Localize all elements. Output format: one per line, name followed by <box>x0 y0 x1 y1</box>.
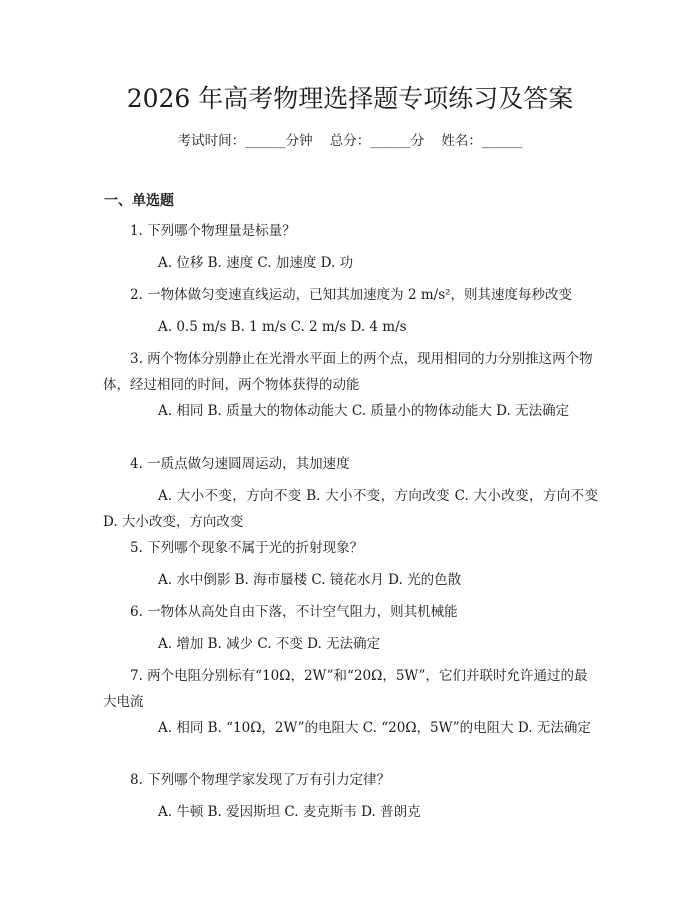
question-options-1: A. 位移 B. 速度 C. 加速度 D. 功 <box>158 255 354 271</box>
question-stem-7: 7. 两个电阻分别标有“10Ω，2W”和“20Ω，5W”，它们并联时允许通过的最大电流 <box>103 668 588 710</box>
page-title: 2026 年高考物理选择题专项练习及答案 <box>126 84 574 113</box>
question-options-2: A. 0.5 m/s B. 1 m/s C. 2 m/s D. 4 m/s <box>158 319 407 335</box>
question-stem-3: 3. 两个物体分别静止在光滑水平面上的两个点，现用相同的力分别推这两个物体，经过相同的时间，两个物体获得的动能 <box>103 351 593 393</box>
question-options-5: A. 水中倒影 B. 海市蜃楼 C. 镜花水月 D. 光的色散 <box>158 572 462 588</box>
question-options-4: A. 大小不变，方向不变 B. 大小不变，方向改变 C. 大小改变，方向不变 D. 大小改变，方向改变 <box>103 488 598 530</box>
question-options-3: A. 相同 B. 质量大的物体动能大 C. 质量小的物体动能大 D. 无法确定 <box>158 403 570 419</box>
exam-info-line: 考试时间：______分钟 总分：______分 姓名：______ <box>177 133 523 149</box>
question-stem-2: 2. 一物体做匀变速直线运动，已知其加速度为 2 m/s²，则其速度每秒改变 <box>130 287 573 303</box>
question-stem-1: 1. 下列哪个物理量是标量？ <box>130 223 296 239</box>
question-stem-5: 5. 下列哪个现象不属于光的折射现象？ <box>130 540 364 556</box>
question-options-6: A. 增加 B. 减少 C. 不变 D. 无法确定 <box>158 636 381 652</box>
question-stem-4: 4. 一质点做匀速圆周运动，其加速度 <box>130 456 350 472</box>
question-options-8: A. 牛顿 B. 爱因斯坦 C. 麦克斯韦 D. 普朗克 <box>158 804 421 820</box>
question-stem-8: 8. 下列哪个物理学家发现了万有引力定律？ <box>130 772 391 788</box>
section-heading: 一、单选题 <box>104 193 174 209</box>
question-stem-6: 6. 一物体从高处自由下落，不计空气阻力，则其机械能 <box>130 604 458 620</box>
question-options-7: A. 相同 B. “10Ω，2W”的电阻大 C. “20Ω，5W”的电阻大 D. 无法确定 <box>158 720 591 736</box>
